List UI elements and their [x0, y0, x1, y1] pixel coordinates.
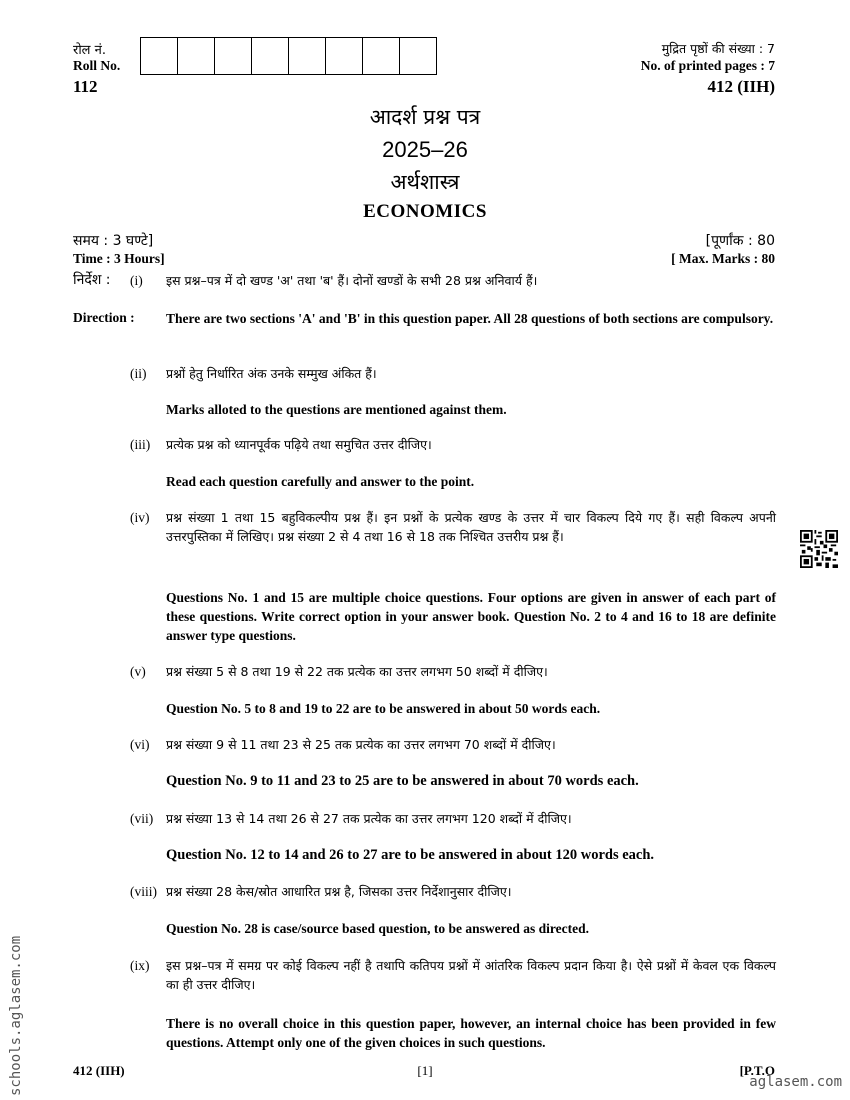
instruction-number: (v): [130, 664, 146, 679]
instruction-number: (vii): [130, 811, 154, 826]
roll-box: [362, 37, 400, 75]
max-marks-hindi: [पूर्णांक : 80: [705, 233, 775, 249]
roll-box: [214, 37, 252, 75]
instruction-number: (i): [130, 273, 143, 288]
instruction-number: (vi): [130, 737, 150, 752]
instruction-hindi: प्रश्न संख्या 9 से 11 तथा 23 से 25 तक प्रत्येक का उत्तर लगभग 70 शब्दों में दीजिए।: [166, 737, 556, 752]
instruction-hindi: इस प्रश्न–पत्र में दो खण्ड 'अ' तथा 'ब' हैं। दोनों खण्डों के सभी 28 प्रश्न अनिवार्य हैं।: [166, 273, 538, 288]
roll-box: [140, 37, 178, 75]
side-watermark: schools.aglasem.com: [8, 935, 24, 1096]
instruction-english: There is no overall choice in this question paper, however, an internal choice has been provided in few questions. Attempt only one of the given choices in such questions.: [166, 1016, 776, 1050]
qr-code-icon: [800, 530, 838, 568]
footer-paper-code: 412 (IIH): [73, 1063, 125, 1078]
title-subject-hindi: अर्थशास्त्र: [390, 170, 460, 194]
instruction-hindi: प्रश्न संख्या 1 तथा 15 बहुविकल्पीय प्रश्न हैं। इन प्रश्नों के प्रत्येक खण्ड के उत्तर में चार विकल्प दिये गए हैं। सही विकल्प अपनी उत्तरपुस्तिका में लिखिए। प्रश्न संख्या 2 से 4 तथा 16 से 18 तक निश्चित उत्तरीय प्रश्न हैं।: [166, 510, 776, 544]
instruction-english: Question No. 9 to 11 and 23 to 25 are to be answered in about 70 words each.: [166, 773, 639, 789]
instruction-number: (iv): [130, 510, 150, 525]
direction-label-hindi: निर्देश :: [73, 272, 111, 288]
roll-box: [325, 37, 363, 75]
instruction-number: (ix): [130, 958, 150, 973]
roll-number-boxes: [141, 37, 437, 75]
instruction-english: Question No. 12 to 14 and 26 to 27 are to be answered in about 120 words each.: [166, 847, 655, 863]
instruction-english: Read each question carefully and answer to the point.: [166, 474, 475, 489]
roll-box: [399, 37, 437, 75]
footer-pto: [P.T.O: [739, 1063, 775, 1078]
instruction-english: Questions No. 1 and 15 are multiple choice questions. Four options are given in answer of each part of these questions. Write correct option in your answer book. Question No. 2 to 4 and 16 to 18 are definite answer type questions.: [166, 590, 776, 643]
instruction-hindi: प्रश्न संख्या 28 केस/स्रोत आधारित प्रश्न है, जिसका उत्तर निर्देशानुसार दीजिए।: [166, 884, 512, 899]
time-hindi: समय : 3 घण्टे]: [73, 233, 154, 249]
instruction-hindi: प्रश्न संख्या 5 से 8 तथा 19 से 22 तक प्रत्येक का उत्तर लगभग 50 शब्दों में दीजिए।: [166, 664, 548, 679]
printed-pages-hindi: मुद्रित पृष्ठों की संख्या : 7: [661, 41, 775, 56]
instruction-number: (ii): [130, 366, 147, 381]
instruction-hindi: प्रत्येक प्रश्न को ध्यानपूर्वक पढ़िये तथा समुचित उत्तर दीजिए।: [166, 437, 432, 452]
max-marks-english: [ Max. Marks : 80: [671, 251, 775, 266]
roll-label-hindi: रोल नं.: [73, 43, 106, 58]
instruction-hindi: प्रश्न संख्या 13 से 14 तथा 26 से 27 तक प्रत्येक का उत्तर लगभग 120 शब्दों में दीजिए।: [166, 811, 572, 826]
title-model-paper: आदर्श प्रश्न पत्र: [369, 105, 481, 129]
instruction-number: (iii): [130, 437, 151, 452]
instruction-hindi: इस प्रश्न–पत्र में समग्र पर कोई विकल्प नहीं है तथापि कतिपय प्रश्नों में आंतरिक विकल्प प्रदान किया है। ऐसे प्रश्नों में केवल एक विकल्प का ही उत्तर दीजिए।: [166, 958, 776, 992]
paper-code-left: 112: [73, 77, 98, 96]
printed-pages-english: No. of printed pages : 7: [640, 58, 775, 73]
footer-page-number: [1]: [417, 1063, 433, 1078]
instruction-english: There are two sections 'A' and 'B' in this question paper. All 28 questions of both sections are compulsory.: [166, 311, 774, 326]
roll-label-english: Roll No.: [73, 58, 121, 73]
paper-code-right: 412 (IIH): [707, 77, 775, 96]
instruction-number: (viii): [130, 884, 157, 899]
roll-box: [288, 37, 326, 75]
time-english: Time : 3 Hours]: [73, 251, 165, 266]
title-year: 2025–26: [382, 137, 468, 162]
instruction-english: Marks alloted to the questions are mentioned against them.: [166, 402, 507, 417]
roll-box: [177, 37, 215, 75]
instruction-hindi: प्रश्नों हेतु निर्धारित अंक उनके सम्मुख अंकित हैं।: [166, 366, 377, 381]
instruction-english: Question No. 28 is case/source based question, to be answered as directed.: [166, 921, 590, 936]
instruction-english: Question No. 5 to 8 and 19 to 22 are to be answered in about 50 words each.: [166, 701, 601, 716]
title-subject-english: ECONOMICS: [363, 201, 487, 222]
bottom-watermark: aglasem.com: [749, 1074, 842, 1090]
roll-box: [251, 37, 289, 75]
direction-label-english: Direction :: [73, 310, 135, 325]
